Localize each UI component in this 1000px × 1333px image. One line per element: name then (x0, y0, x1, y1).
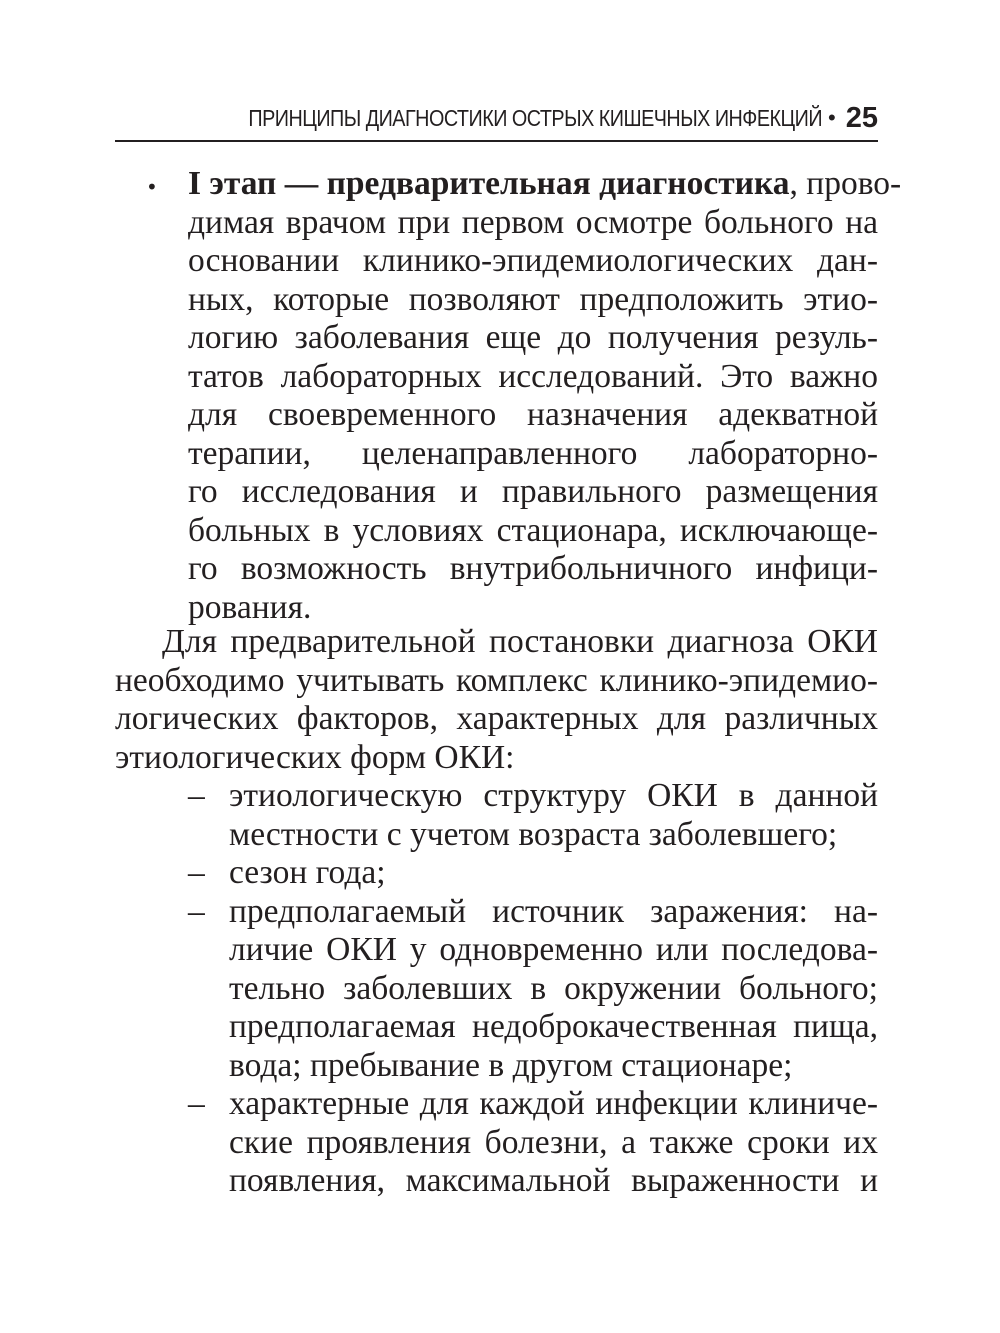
page-number: 25 (845, 101, 878, 134)
text-line-last: рования. (188, 588, 312, 626)
list-item (188, 1085, 878, 1201)
text-line: го возможность внутрибольничного инфици- (188, 550, 878, 587)
text-line-last: вода; пребывание в другом стационаре; (229, 1046, 793, 1084)
text-line: предполагаемый источник заражения: на- (229, 892, 878, 930)
text-line: логических факторов, характерных для различных (115, 700, 878, 737)
running-title: ПРИНЦИПЫ ДИАГНОСТИКИ ОСТРЫХ КИШЕЧНЫХ ИНФЕКЦИЙ (248, 104, 823, 131)
dash-marker: – (188, 854, 205, 891)
text-line: этиологическую структуру ОКИ в данной (229, 777, 878, 814)
bullet-marker: • (146, 175, 158, 199)
text-line: характерные для каждой инфекции клиниче- (229, 1085, 878, 1122)
text-line: больных в условиях стационара, исключающе- (188, 511, 878, 549)
text-line: необходимо учитывать комплекс клинико-эпидемио- (115, 661, 878, 699)
dash-marker: – (188, 1085, 205, 1122)
text-line: димая врачом при первом осмотре больного на (188, 203, 878, 241)
text-line: Для предварительной постановки диагноза ОКИ (162, 623, 878, 660)
lead-rest: , прово- (789, 165, 902, 202)
list-item (188, 854, 878, 893)
list-item (188, 777, 878, 854)
header-bullet: • (828, 105, 836, 130)
text-line: тельно заболевших в окружении больного; (229, 969, 878, 1007)
running-header (115, 96, 878, 142)
dash-marker: – (188, 892, 205, 930)
bullet-item-stage-1 (188, 165, 902, 627)
text-line: ские проявления болезни, а также сроки их (229, 1123, 878, 1161)
text-line-last: сезон года; (229, 854, 386, 891)
text-line: предполагаемая недоброкачественная пища, (229, 1008, 878, 1045)
text-line: терапии, целенаправленного лабораторно- (188, 434, 878, 472)
bullet-first-line (188, 165, 902, 204)
text-line: логию заболевания еще до получения резуль- (188, 319, 878, 356)
dash-marker: – (188, 777, 205, 814)
list-item (188, 893, 878, 1086)
text-line: ных, которые позволяют предположить этио- (188, 280, 878, 318)
factors-list (188, 777, 878, 1201)
text-line: го исследования и правильного размещения (188, 473, 878, 510)
text-line: появления, максимальной выраженности и (229, 1162, 878, 1199)
paragraph-preliminary-diagnosis (115, 623, 878, 777)
text-line: личие ОКИ у одновременно или последова- (229, 931, 878, 968)
bold-lead: I этап — предварительная диагностика (188, 165, 790, 202)
text-line-last: местности с учетом возраста заболевшего; (229, 815, 838, 853)
text-line: для своевременного назначения адекватной (188, 396, 878, 433)
text-line: татов лабораторных исследований. Это важно (188, 357, 878, 395)
text-line-last: этиологических форм ОКИ: (115, 738, 515, 776)
text-line: основании клинико-эпидемиологических дан- (188, 242, 878, 279)
